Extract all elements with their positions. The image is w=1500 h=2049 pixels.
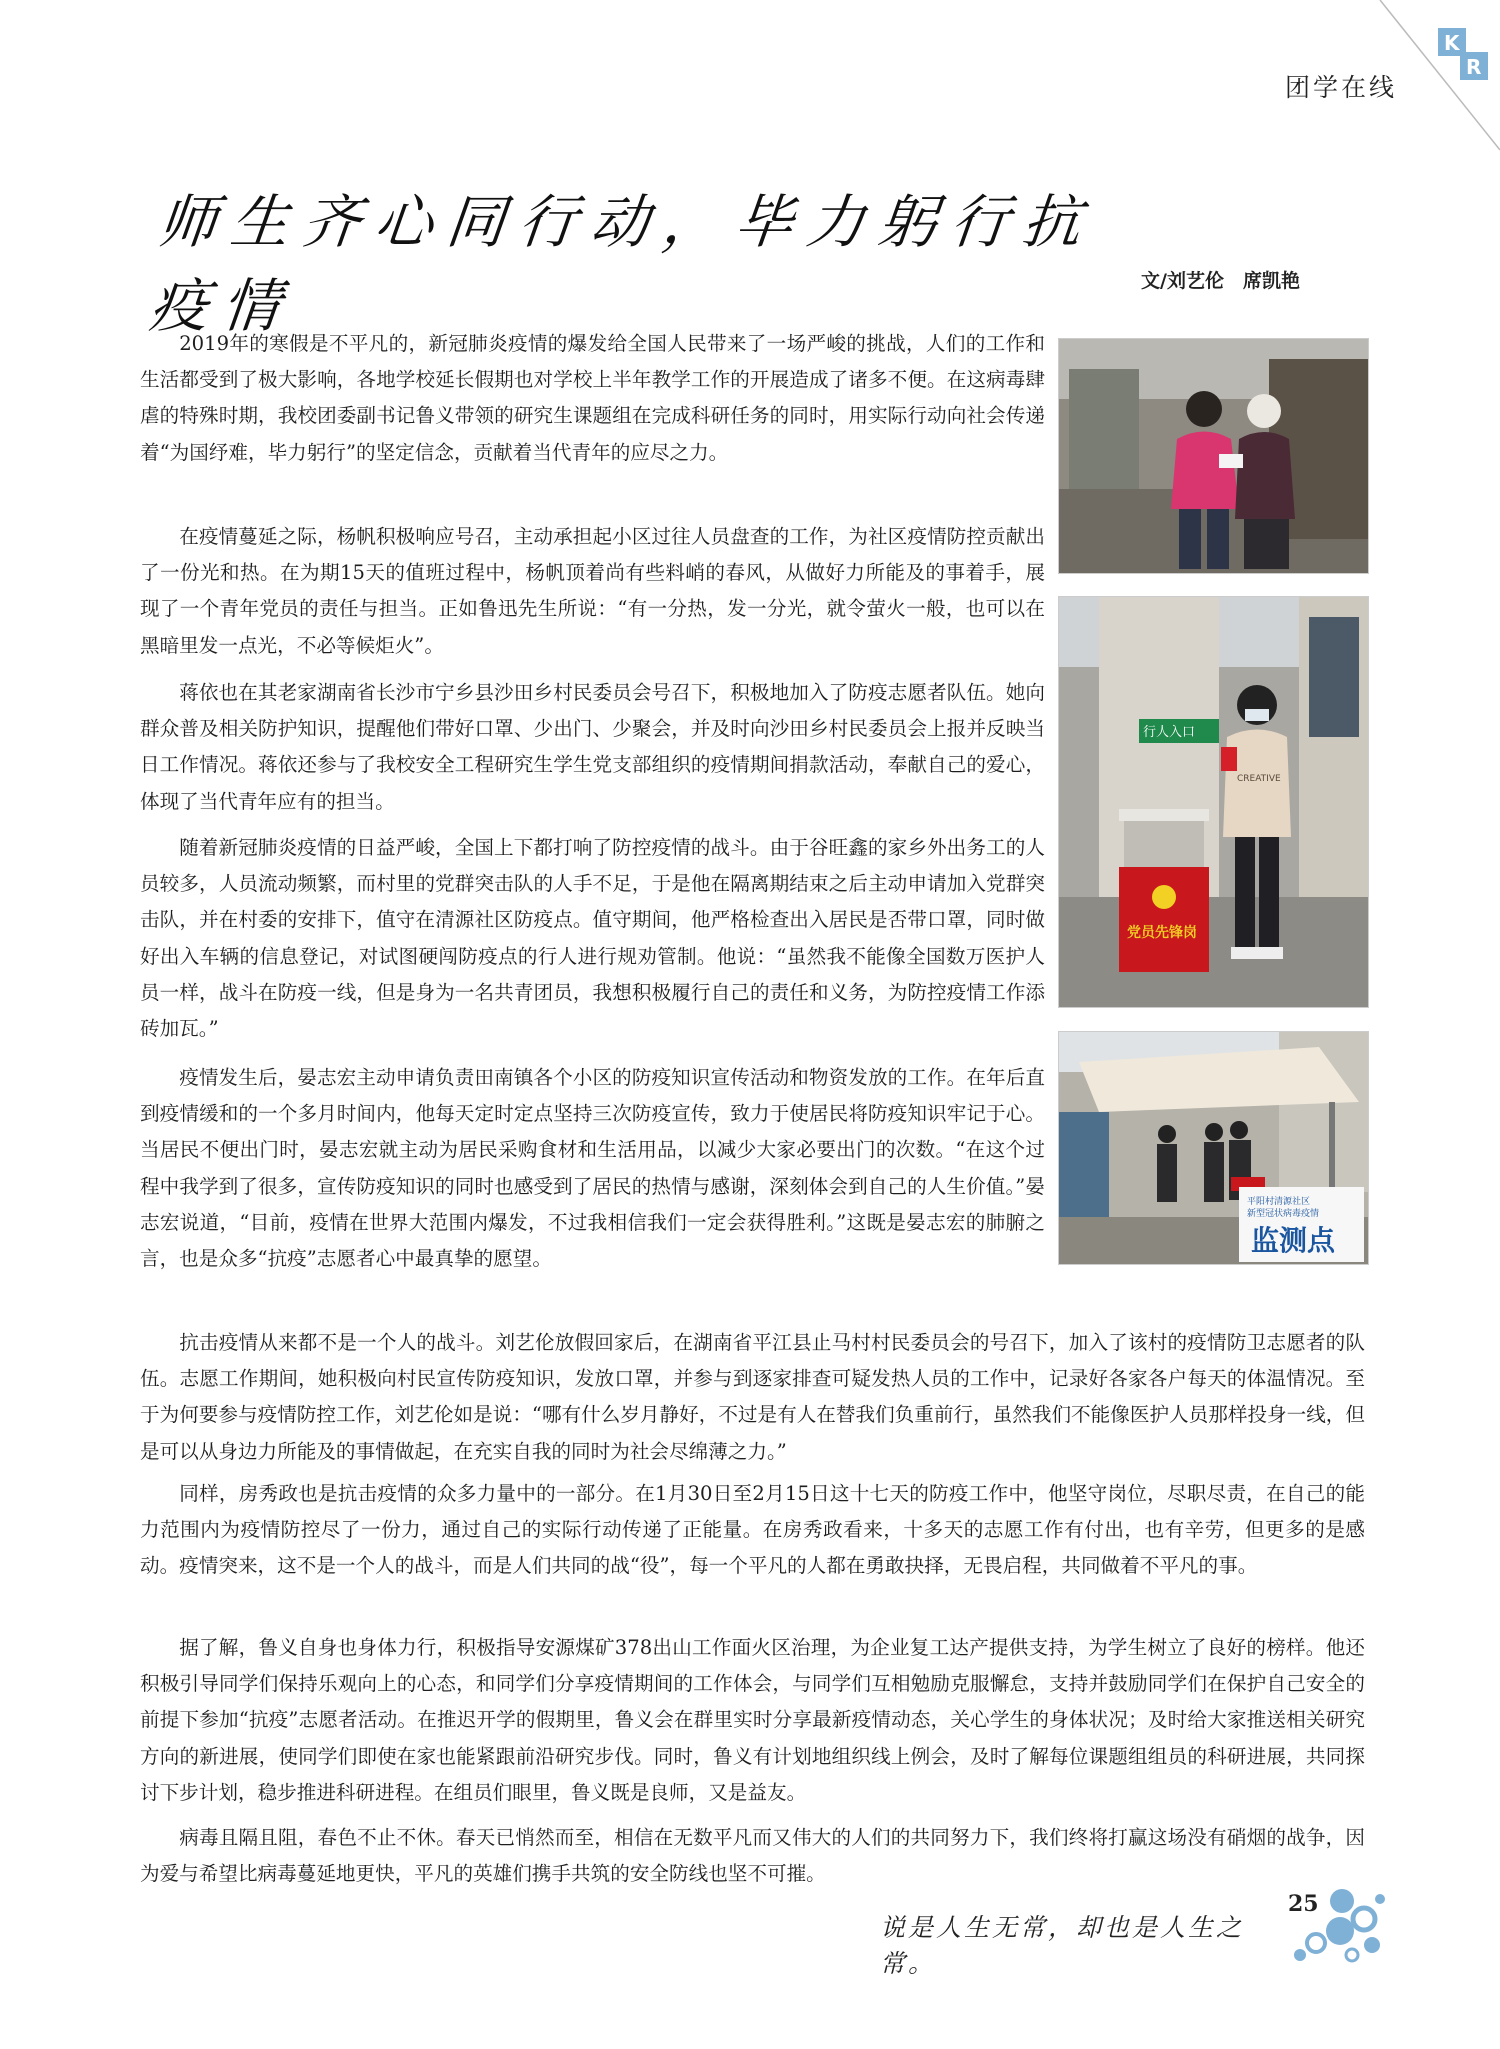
sign-monitoring-point: 监测点 [1251,1224,1336,1257]
logo-letter-k: K [1444,31,1460,55]
paragraph-9: 病毒且隔且阻，春色不止不休。春天已悄然而至，相信在无数平凡而又伟大的人们的共同努力下，我们终将打赢这场没有硝烟的战争，因为爱与希望比病毒蔓延地更快，平凡的英雄们携手共筑的安全防线也坚不可摧。 [140,1826,1365,1886]
footer-quote: 说是人生无常，却也是人生之常。 [880,1913,1245,1978]
sign-community: 平阳村清源社区 [1247,1197,1311,1207]
shirt-text: CREATIVE [1237,774,1281,784]
paragraph-5: 疫情发生后，晏志宏主动申请负责田南镇各个小区的防疫知识宣传活动和物资发放的工作。在年后直到疫情缓和的一个多月时间内，他每天定时定点坚持三次防疫宣传，致力于使居民将防疫知识牢记于心。当居民不便出门时，晏志宏就主动为居民采购食材和生活用品，以减少大家必要出门的次数。“在这个过程中我学到了很多，宣传防疫知识的同时也感受到了居民的热情与感谢，深刻体会到自己的人生价值。”晏志宏说道，“目前，疫情在世界大范围内爆发，不过我相信我们一定会获得胜利。”这既是晏志宏的肺腑之言，也是众多“抗疫”志愿者心中最真挚的愿望。 [140,1066,1045,1271]
sign-party-vanguard: 党员先锋岗 [1127,925,1197,941]
photo-3-illustration [1059,1032,1368,1264]
paragraph-8: 据了解，鲁义自身也身体力行，积极指导安源煤矿378出山工作面火区治理，为企业复工达产提供支持，为学生树立了良好的榜样。他还积极引导同学们保持乐观向上的心态，和同学们分享疫情期间的工作体会，与同学们互相勉励克服懈怠，支持并鼓励同学们在保护自己安全的前提下参加“抗疫”志愿者活动。在推迟开学的假期里，鲁义会在群里实时分享最新疫情动态，关心学生的身体状况；及时给大家推送相关研究方向的新进展，使同学们即使在家也能紧跟前沿研究步伐。同时，鲁义有计划地组织线上例会，及时了解每位课题组组员的科研进展，共同探讨下步计划，稳步推进科研进程。在组员们眼里，鲁义既是良师，又是益友。 [140,1636,1365,1804]
paragraph-2: 在疫情蔓延之际，杨帆积极响应号召，主动承担起小区过往人员盘查的工作，为社区疫情防控贡献出了一份光和热。在为期15天的值班过程中，杨帆顶着尚有些料峭的春风，从做好力所能及的事着手，展现了一个青年党员的责任与担当。正如鲁迅先生所说：“有一分热，发一分光，就令萤火一般，也可以在黑暗里发一点光，不必等候炬火”。 [140,525,1045,657]
paragraph-1: 2019年的寒假是不平凡的，新冠肺炎疫情的爆发给全国人民带来了一场严峻的挑战，人们的工作和生活都受到了极大影响，各地学校延长假期也对学校上半年教学工作的开展造成了诸多不便。在这病毒肆虐的特殊时期，我校团委副书记鲁义带领的研究生课题组在完成科研任务的同时，用实际行动向社会传递着“为国纾难，毕力躬行”的坚定信念，贡献着当代青年的应尽之力。 [140,332,1045,464]
photo-monitoring-point [1058,1031,1369,1265]
paragraph-4: 随着新冠肺炎疫情的日益严峻，全国上下都打响了防控疫情的战斗。由于谷旺鑫的家乡外出务工的人员较多，人员流动频繁，而村里的党群突击队的人手不足，于是他在隔离期结束之后主动申请加入党群突击队，并在村委的安排下，值守在清源社区防疫点。值守期间，他严格检查出入居民是否带口罩，同时做好出入车辆的信息登记，对试图硬闯防疫点的行人进行规劝管制。他说：“虽然我不能像全国数万医护人员一样，战斗在防疫一线，但是身为一名共青团员，我想积极履行自己的责任和义务，为防控疫情工作添砖加瓦。” [140,836,1045,1041]
photo-2-illustration [1059,597,1368,1007]
paragraph-7: 同样，房秀政也是抗击疫情的众多力量中的一部分。在1月30日至2月15日这十七天的防疫工作中，他坚守岗位，尽职尽责，在自己的能力范围内为疫情防控尽了一份力，通过自己的实际行动传递了正能量。在房秀政看来，十多天的志愿工作有付出，也有辛劳，但更多的是感动。疫情突来，这不是一个人的战斗，而是人们共同的战“役”，每一个平凡的人都在勇敢抉择，无畏启程，共同做着不平凡的事。 [140,1482,1365,1578]
page-number: 25 [1288,1891,1319,1917]
section-label: 团学在线 [1285,73,1398,102]
article-title: 师生齐心同行动，毕力躬行抗疫情 [146,188,1099,340]
byline: 文/刘艺伦 席凯艳 [1141,270,1300,292]
photo-party-member-post [1058,596,1369,1008]
paragraph-3: 蒋依也在其老家湖南省长沙市宁乡县沙田乡村民委员会号召下，积极地加入了防疫志愿者队伍。她向群众普及相关防护知识，提醒他们带好口罩、少出门、少聚会，并及时向沙田乡村民委员会上报并反映当日工作情况。蒋依还参与了我校安全工程研究生学生党支部组织的疫情期间捐款活动，奉献自己的爱心，体现了当代青年应有的担当。 [140,681,1045,813]
sign-pedestrian-entrance: 行人入口 [1143,725,1196,740]
photo-1-illustration [1059,339,1368,573]
photo-volunteer-checking [1058,338,1369,574]
logo-letter-r: R [1466,55,1482,79]
paragraph-6: 抗击疫情从来都不是一个人的战斗。刘艺伦放假回家后，在湖南省平江县止马村村民委员会的号召下，加入了该村的疫情防卫志愿者的队伍。志愿工作期间，她积极向村民宣传防疫知识，发放口罩，并参与到逐家排查可疑发热人员的工作中，记录好各家各户每天的体温情况。至于为何要参与疫情防控工作，刘艺伦如是说：“哪有什么岁月静好，不过是有人在替我们负重前行，虽然我们不能像医护人员那样投身一线，但是可以从身边力所能及的事情做起，在充实自我的同时为社会尽绵薄之力。” [140,1331,1365,1463]
sign-epidemic: 新型冠状病毒疫情 [1247,1209,1320,1219]
